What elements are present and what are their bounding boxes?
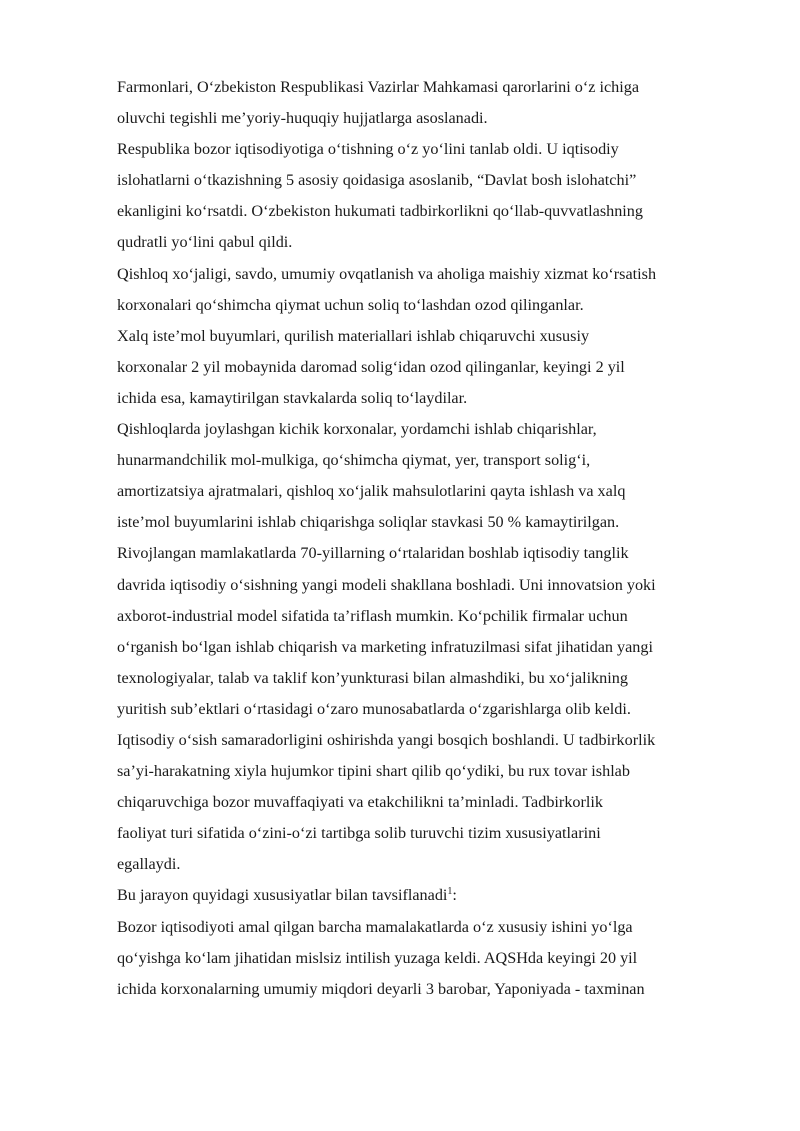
text-line: qudratli yo‘lini qabul qildi. — [117, 233, 293, 252]
text-line: egallaydi. — [117, 855, 181, 874]
footnote-line-text: Bu jarayon quyidagi xususiyatlar bilan tavsiflanadi — [117, 886, 448, 905]
text-line: korxonalar 2 yil mobaynida daromad solig‘idan ozod qilinganlar, keyingi 2 yil — [117, 357, 625, 376]
text-line: Qishloq xo‘jaligi, savdo, umumiy ovqatlanish va aholiga maishiy xizmat ko‘rsatish — [117, 264, 657, 283]
text-line: korxonalari qo‘shimcha qiymat uchun soliq to‘lashdan ozod qilinganlar. — [117, 295, 584, 314]
text-line: amortizatsiya ajratmalari, qishloq xo‘jalik mahsulotlarini qayta ishlash va xalq — [117, 482, 626, 501]
text-line: Farmonlari, O‘zbekiston Respublikasi Vazirlar Mahkamasi qarorlarini o‘z ichiga — [117, 78, 640, 96]
text-line: Respublika bozor iqtisodiyotiga o‘tishning o‘z yo‘lini tanlab oldi. U iqtisodiy — [117, 140, 619, 159]
text-line: ichida esa, kamaytirilgan stavkalarda soliq to‘laydilar. — [117, 388, 468, 407]
text-line: texnologiyalar, talab va taklif kon’yunkturasi bilan almashdiki, bu xo‘jalikning — [117, 668, 628, 687]
text-line: faoliyat turi sifatida o‘zini-o‘zi tartibga solib turuvchi tizim xususiyatlarini — [117, 824, 601, 843]
text-line: Bozor iqtisodiyoti amal qilgan barcha mamalakatlarda o‘z xususiy ishini yo‘lga — [117, 917, 633, 936]
footnote-line — [117, 880, 747, 911]
text-line: hunarmandchilik mol-mulkiga, qo‘shimcha qiymat, yer, transport solig‘i, — [117, 451, 591, 470]
text-line: ekanligini ko‘rsatdi. O‘zbekiston hukumati tadbirkorlikni qo‘llab-quvvatlashning — [117, 202, 643, 221]
text-line: yuritish sub’ektlari o‘rtasidagi o‘zaro munosabatlarda o‘zgarishlarga olib keldi. — [117, 699, 631, 718]
text-line: islohatlarni o‘tkazishning 5 asosiy qoidasiga asoslanib, “Davlat bosh islohatchi” — [117, 171, 637, 190]
text-line: Rivojlangan mamlakatlarda 70-yillarning o‘rtalaridan boshlab iqtisodiy tanglik — [117, 544, 629, 563]
text-line: Xalq iste’mol buyumlari, qurilish materiallari ishlab chiqaruvchi xususiy — [117, 326, 590, 345]
text-line: ichida korxonalarning umumiy miqdori deyarli 3 barobar, Yaponiyada - taxminan — [117, 979, 645, 998]
text-line: Qishloqlarda joylashgan kichik korxonalar, yordamchi ishlab chiqarishlar, — [117, 420, 597, 439]
footnote-marker[interactable]: 1 — [447, 886, 453, 898]
text-line: qo‘yishga ko‘lam jihatidan mislsiz intilish yuzaga keldi. AQSHda keyingi 20 yil — [117, 948, 638, 967]
text-line: sa’yi-harakatning xiyla hujumkor tipini shart qilib qo‘ydiki, bu rux tovar ishlab — [117, 762, 630, 781]
text-line: iste’mol buyumlarini ishlab chiqarishga soliqlar stavkasi 50 % kamaytirilgan. — [117, 513, 620, 532]
text-line: o‘rganish bo‘lgan ishlab chiqarish va marketing infratuzilmasi sifat jihatidan yangi — [117, 637, 653, 656]
text-line: oluvchi tegishli me’yoriy-huquqiy hujjatlarga asoslanadi. — [117, 109, 488, 128]
text-line: Iqtisodiy o‘sish samaradorligini oshirishda yangi bosqich boshlandi. U tadbirkorlik — [117, 730, 656, 749]
text-line: davrida iqtisodiy o‘sishning yangi modeli shakllana boshladi. Uni innovatsion yoki — [117, 575, 656, 594]
document-page — [117, 72, 747, 1005]
text-line: axborot-industrial model sifatida ta’riflash mumkin. Ko‘pchilik firmalar uchun — [117, 606, 628, 625]
footnote-line-suffix: : — [452, 886, 457, 905]
text-line: chiqaruvchiga bozor muvaffaqiyati va etakchilikni ta’minladi. Tadbirkorlik — [117, 793, 603, 812]
